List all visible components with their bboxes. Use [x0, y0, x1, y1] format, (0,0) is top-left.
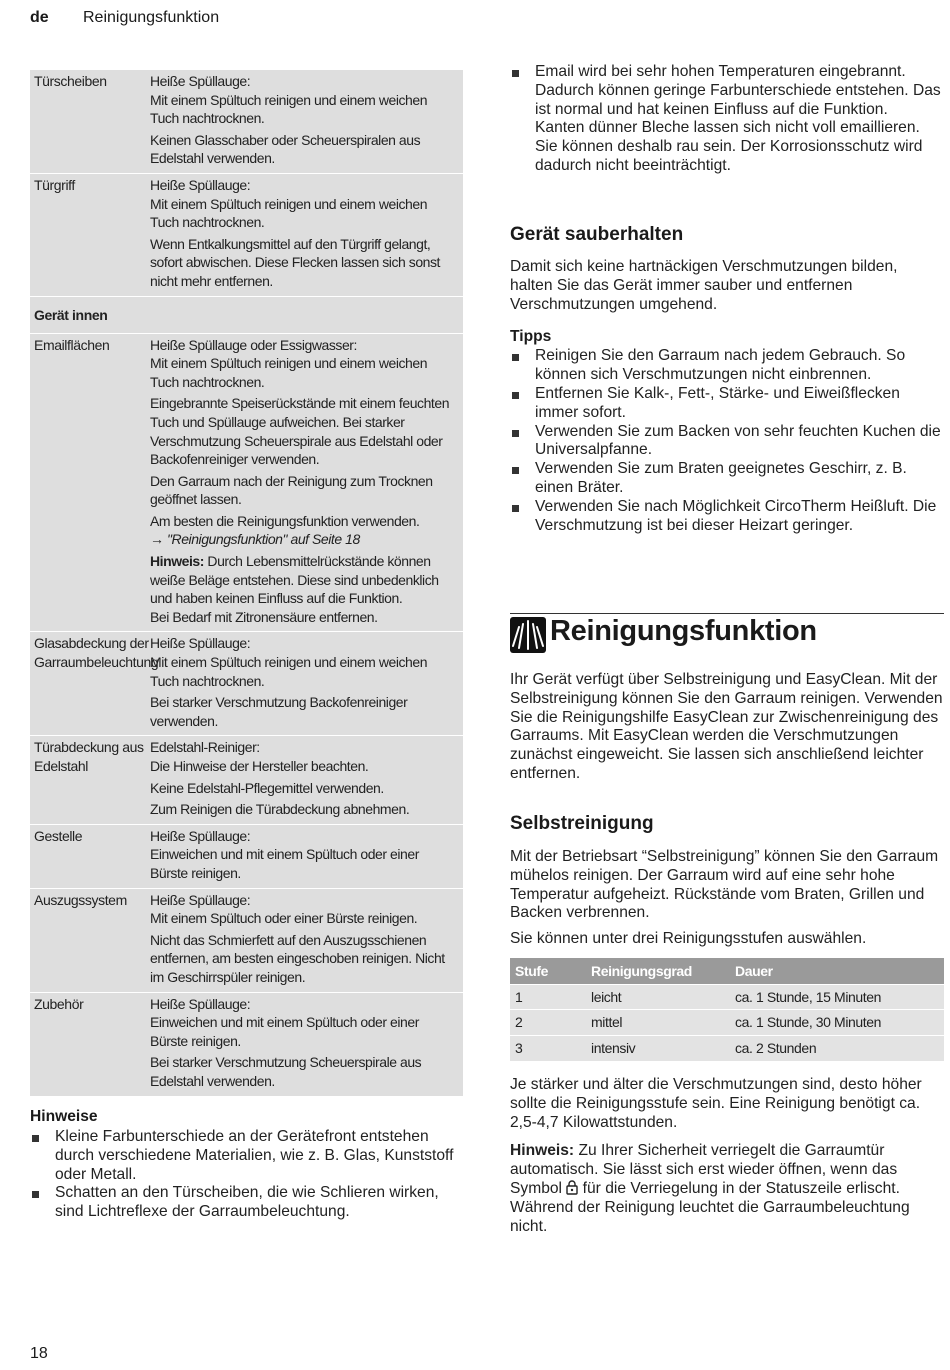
instruction-text: Am besten die Reinigungsfunktion verwenden. [150, 512, 420, 529]
list-item: Reinigen Sie den Garraum nach jedem Gebrauch. So können sich Verschmutzungen nicht einbrennen. [510, 347, 944, 385]
part-name: Türscheiben [34, 73, 107, 89]
page-reference-link[interactable]: "Reinigungsfunktion" auf Seite 18 [167, 531, 360, 548]
instruction-text: Heiße Spüllauge oder Essigwasser: Mit einem Spültuch reinigen und einem weichen Tuch nachtrocknen. [150, 336, 428, 390]
list-item: Schatten an den Türscheiben, die wie Schlieren wirken, sind Lichtreflexe der Garraumbeleuchtung. [30, 1184, 463, 1222]
cleaning-instructions [150, 891, 463, 987]
section-heading: Gerät sauberhalten [510, 224, 684, 245]
notes-section [30, 1108, 463, 1222]
part-name: Auszugssystem [34, 891, 127, 908]
table-row [510, 984, 944, 1010]
chapter-title: Reinigungsfunktion [550, 615, 817, 647]
instruction-text: Zum Reinigen die Türabdeckung abnehmen. [150, 801, 410, 818]
part-name: Gestelle [34, 827, 83, 844]
instruction-text: Heiße Spüllauge: Einweichen und mit einem Spültuch oder einer Bürste reinigen. [150, 995, 419, 1049]
note-label: Hinweis: [150, 553, 204, 570]
table-header-row [510, 958, 944, 984]
cleaning-instructions [150, 634, 463, 730]
instruction-text: Heiße Spüllauge: Mit einem Spültuch reinigen und einem weichen Tuch nachtrocknen. [150, 73, 428, 127]
table-cell: leicht [586, 984, 730, 1010]
list-item: Verwenden Sie zum Backen von sehr feuchten Kuchen die Universalpfanne. [510, 423, 944, 461]
table-row [30, 70, 463, 174]
note-label: Hinweis: [510, 1142, 575, 1160]
instruction-text: Den Garraum nach der Reinigung zum Trocknen geöffnet lassen. [150, 472, 433, 508]
instruction-with-reference [150, 512, 459, 549]
tips-list [510, 347, 944, 535]
chapter-intro: Ihr Gerät verfügt über Selbstreinigung und EasyClean. Mit der Selbstreinigung können Sie den Garraum reinigen. Verwenden Sie die Reinigungshilfe EasyClean zur Zwischenreinigung des Garraums. Mit EasyClean werden die Verschmutzungen zunächst eingeweicht. Sie lassen sich anschließend leichter entfernen. [510, 671, 943, 782]
note-text: Bei Bedarf mit Zitronensäure entfernen. [150, 608, 378, 625]
part-name: Türgriff [34, 176, 75, 193]
table-cell: intensiv [586, 1035, 730, 1061]
instruction-text: Heiße Spüllauge: Mit einem Spültuch oder einer Bürste reinigen. [150, 891, 418, 927]
list-item: Entfernen Sie Kalk-, Fett-, Stärke- und Eiweißflecken immer sofort. [510, 385, 944, 423]
column-header: Dauer [730, 958, 944, 984]
arrow-right-icon: → [150, 531, 164, 548]
notes-title: Hinweise [30, 1108, 98, 1125]
cleaning-icon [510, 617, 546, 653]
cleaning-instructions [150, 827, 463, 883]
part-name: Zubehör [34, 995, 84, 1012]
table-cell: 3 [510, 1035, 586, 1061]
note-text: Zu Ihrer Sicherheit verriegelt die Garraumtür automatisch. Sie lässt sich erst wieder öffnen, wenn das Symbol [510, 1142, 898, 1197]
section-text: Sie können unter drei Reinigungsstufen auswählen. [510, 930, 867, 948]
table-cell: 2 [510, 1010, 586, 1036]
table-row [30, 736, 463, 824]
instruction-text: Heiße Spüllauge: Mit einem Spültuch reinigen und einem weichen Tuch nachtrocknen. [150, 176, 428, 231]
instruction-text: Nicht das Schmierfett auf den Auszugsschienen entfernen, am besten eingeschoben reinigen. Nicht im Geschirrspüler reinigen. [150, 931, 445, 985]
table-cell: ca. 2 Stunden [730, 1035, 944, 1061]
tips-title: Tipps [510, 328, 552, 346]
table-cell: mittel [586, 1010, 730, 1036]
list-item: Verwenden Sie nach Möglichkeit CircoTherm Heißluft. Die Verschmutzung ist bei dieser Heizart geringer. [510, 498, 944, 536]
cleaning-instructions [150, 72, 463, 168]
chapter-heading [510, 613, 944, 653]
page-number: 18 [30, 1345, 48, 1362]
section-text: Je stärker und älter die Verschmutzungen sind, desto höher sollte die Reinigungsstufe sein. Eine Reinigung benötigt ca. 2,5-4,7 Kilowattstunden. [510, 1076, 922, 1131]
note-text: für die Verriegelung in der Statuszeile erlischt. Während der Reinigung leuchtet die Garraumbeleuchtung nicht. [510, 1179, 910, 1235]
table-cell: ca. 1 Stunde, 15 Minuten [730, 984, 944, 1010]
notes-list [30, 1128, 463, 1222]
part-name: Türabdeckung aus Edelstahl [34, 739, 144, 775]
lock-icon [566, 1180, 578, 1195]
table-row [30, 632, 463, 736]
table-cell: ca. 1 Stunde, 30 Minuten [730, 1010, 944, 1036]
cleaning-instructions [150, 176, 463, 291]
list-item: Kleine Farbunterschiede an der Gerätefront entstehen durch verschiedene Materialien, wie z. B. Glas, Kunststoff oder Metall. [30, 1128, 463, 1184]
table-row [30, 889, 463, 993]
instruction-text: Bei starker Verschmutzung Scheuerspirale aus Edelstahl verwenden. [150, 1054, 422, 1089]
cleaning-table [30, 70, 463, 1097]
instruction-text: Keine Edelstahl-Pflegemittel verwenden. [150, 779, 384, 796]
table-row [30, 825, 463, 889]
instruction-text: Eingebrannte Speiserückstände mit einem feuchten Tuch und Spüllauge aufweichen. Bei starker Verschmutzung Scheuerspirale aus Edelstahl oder Backofenreiniger verwenden. [150, 395, 450, 468]
page-header [30, 9, 220, 27]
instruction-text: Wenn Entkalkungsmittel auf den Türgriff gelangt, sofort abwischen. Diese Flecken lassen sich sonst nicht mehr entfernen. [150, 235, 440, 289]
self-cleaning-section [510, 813, 944, 949]
table-row [30, 174, 463, 297]
self-cleaning-notes [510, 1076, 944, 1236]
keep-clean-section [510, 224, 944, 535]
instruction-text: Edelstahl-Reiniger: Die Hinweise der Hersteller beachten. [150, 739, 369, 774]
section-text: Damit sich keine hartnäckigen Verschmutzungen bilden, halten Sie das Gerät immer sauber und entfernen Verschmutzungen umgehend. [510, 258, 898, 313]
table-row [510, 1035, 944, 1061]
cleaning-instructions [150, 336, 463, 627]
part-name: Glasabdeckung der Garraumbeleuchtung [34, 635, 159, 671]
note-paragraph [510, 1142, 944, 1236]
note-paragraph [150, 552, 459, 626]
table-cell: 1 [510, 984, 586, 1010]
section-heading: Selbstreinigung [510, 813, 654, 834]
list-item: Email wird bei sehr hohen Temperaturen eingebrannt. Dadurch können geringe Farbunterschiede entstehen. Das ist normal und hat keinen Einfluss auf die Funktion. Kanten dünner Bleche lassen sich nicht voll emaillieren. Sie können deshalb rau sein. Der Korrosionsschutz wird dadurch nicht beeinträchtigt. [510, 63, 944, 176]
instruction-text: Heiße Spüllauge: Mit einem Spültuch reinigen und einem weichen Tuch nachtrocknen. [150, 635, 428, 689]
instruction-text: Heiße Spüllauge: Einweichen und mit einem Spültuch oder einer Bürste reinigen. [150, 827, 419, 881]
cleaning-instructions [150, 995, 463, 1091]
instruction-text: Bei starker Verschmutzung Backofenreiniger verwenden. [150, 694, 408, 729]
list-item: Verwenden Sie zum Braten geeignetes Geschirr, z. B. einen Bräter. [510, 460, 944, 498]
column-header: Stufe [510, 958, 586, 984]
section-text: Mit der Betriebsart “Selbstreinigung” können Sie den Garraum mühelos reinigen. Der Garraum wird auf eine sehr hohe Temperatur aufgeheizt. Rückstände vom Braten, Grillen und Backen verbrennen. [510, 848, 939, 922]
cleaning-instructions [150, 738, 463, 818]
table-row [30, 993, 463, 1097]
part-name: Emailflächen [34, 336, 110, 353]
enamel-note-section [510, 63, 944, 176]
note-text: Durch Lebensmittelrückstände können weiße Beläge entstehen. Diese sind unbedenklich und haben keinen Einfluss auf die Funktion. [150, 553, 439, 607]
cleaning-levels-table [510, 958, 944, 1061]
language-code: de [30, 9, 49, 26]
instruction-text: Keinen Glasschaber oder Scheuerspiralen aus Edelstahl verwenden. [150, 131, 421, 167]
running-title: Reinigungsfunktion [83, 9, 220, 26]
section-label: Gerät innen [34, 306, 108, 323]
table-row [510, 1010, 944, 1036]
enamel-list [510, 63, 944, 176]
table-row [30, 334, 463, 633]
column-header: Reinigungsgrad [586, 958, 730, 984]
table-section-row [30, 297, 463, 334]
